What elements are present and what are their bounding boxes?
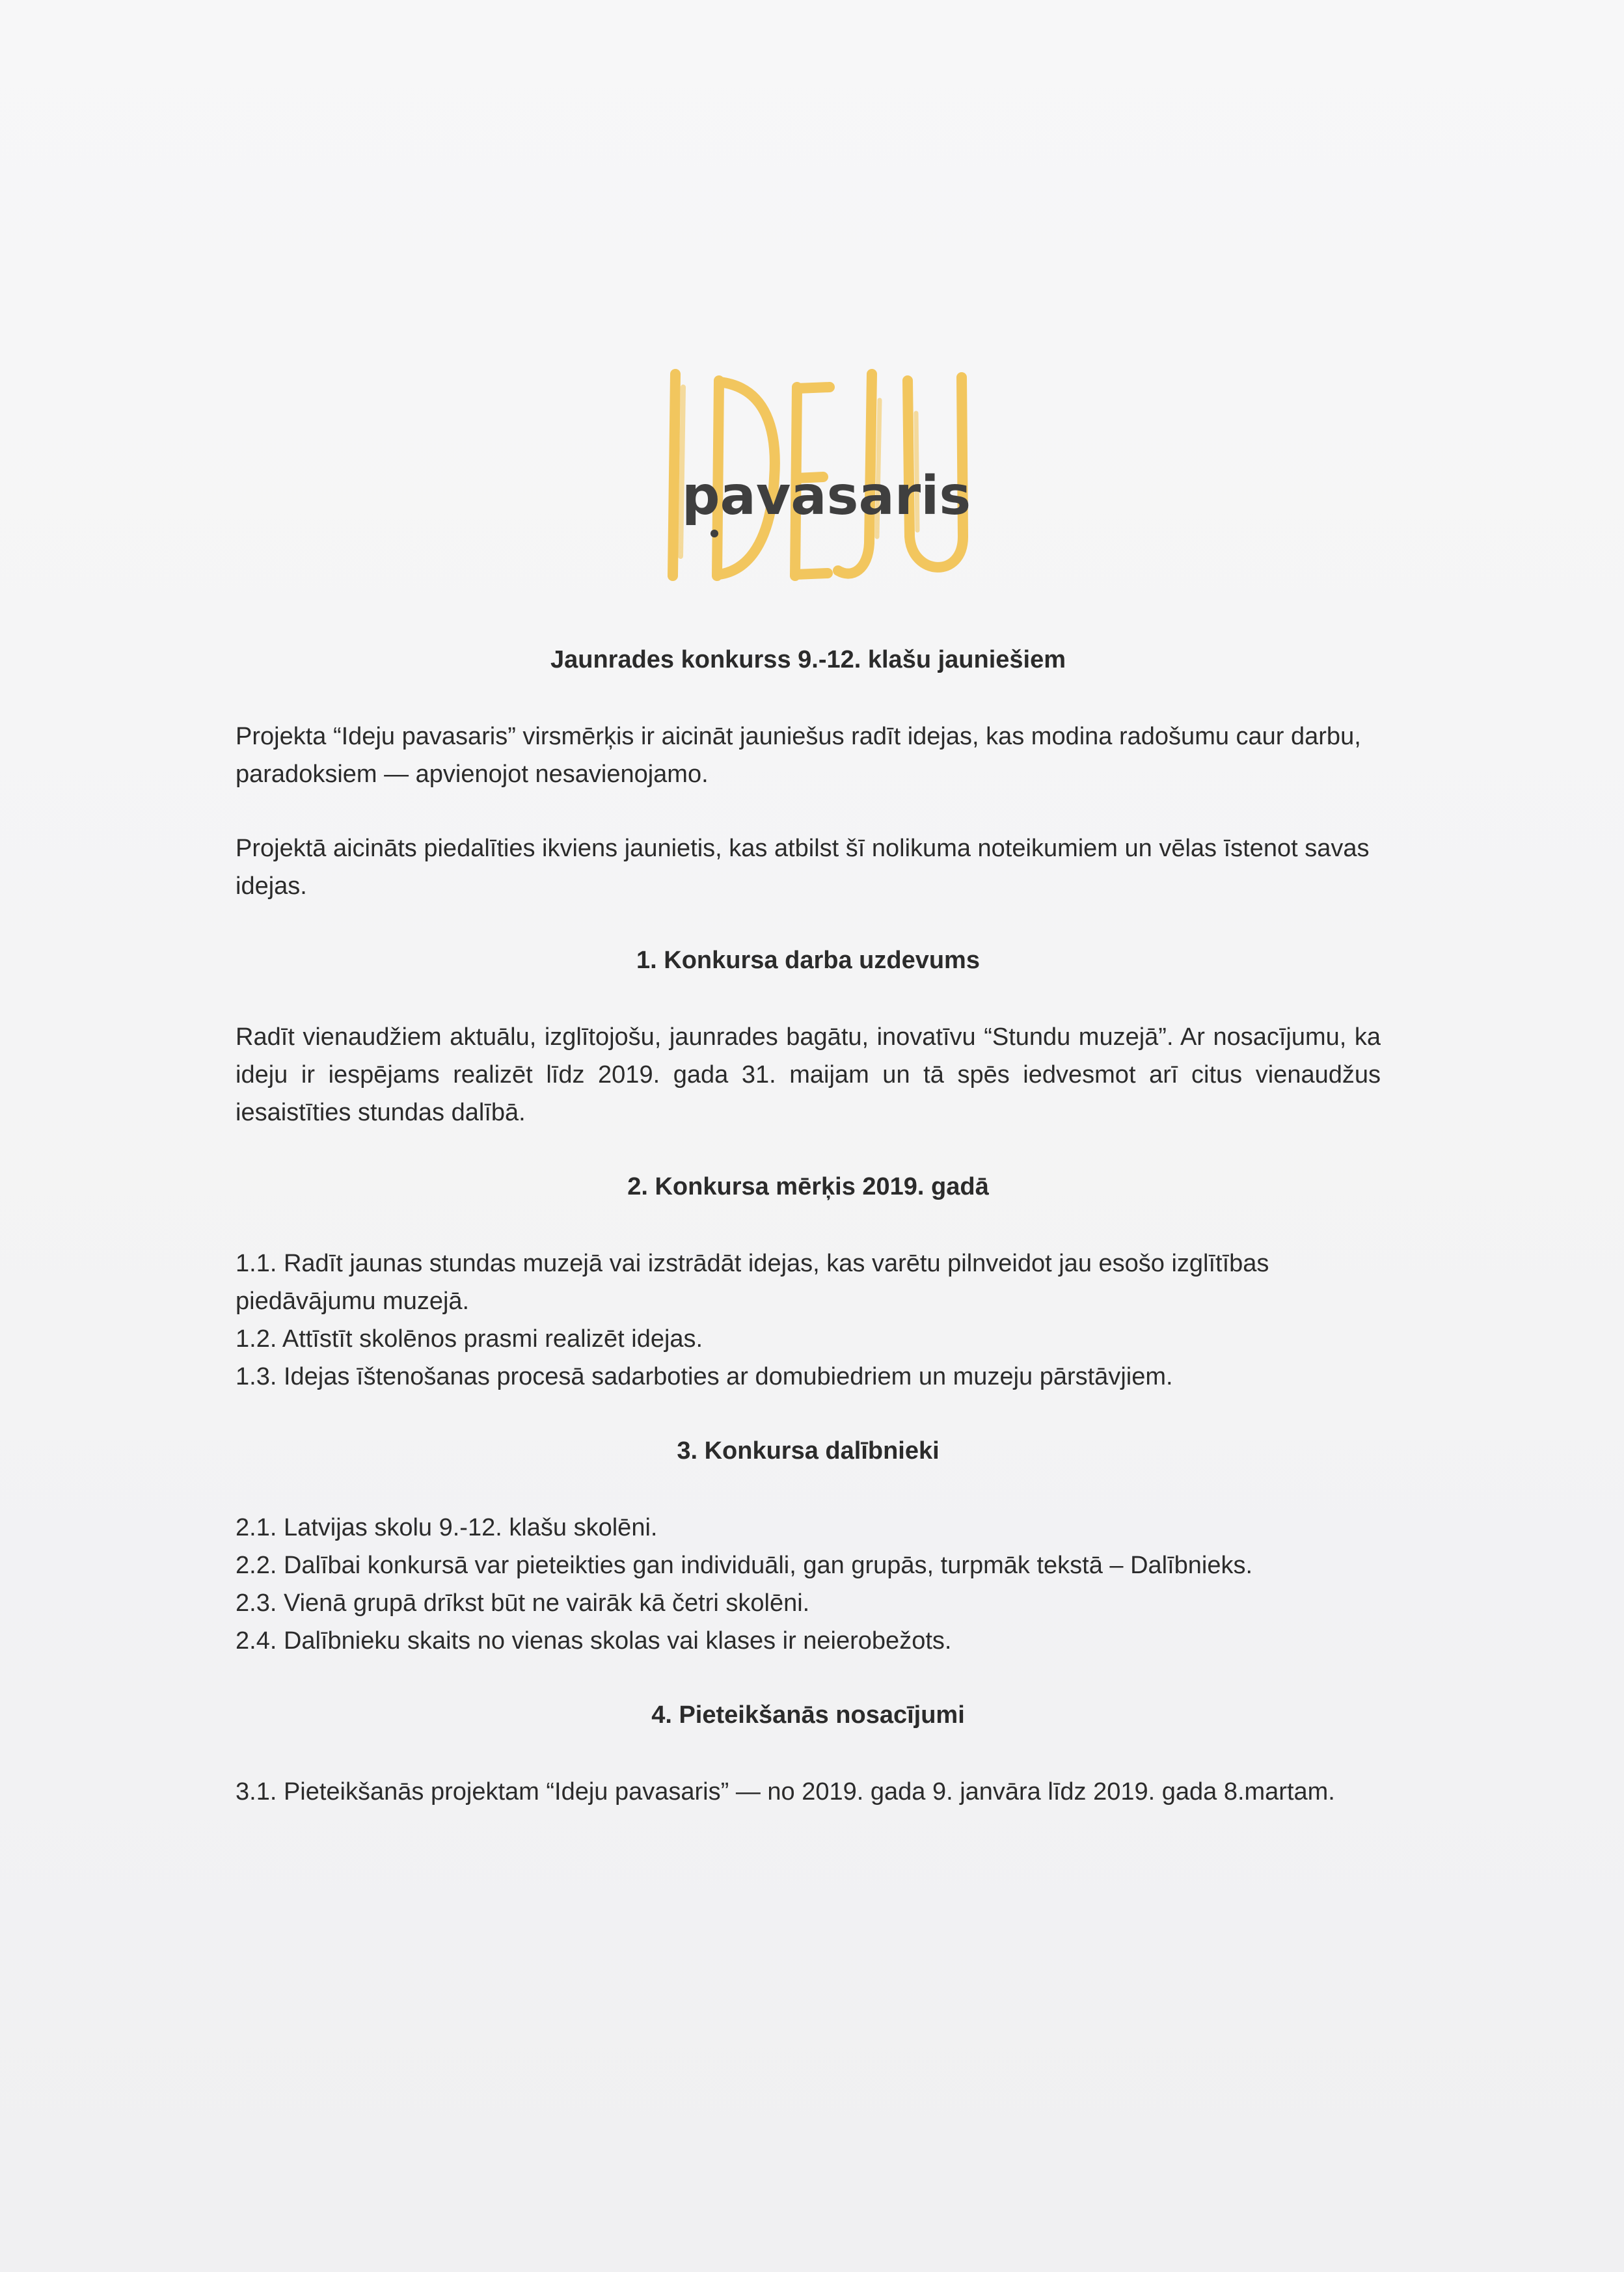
- list-item: 2.2. Dalībai konkursā var pieteikties gan individuāli, gan grupās, turpmāk tekstā – Dalībnieks.: [236, 1552, 1253, 1579]
- list-item: 1.3. Idejas īštenošanas procesā sadarboties ar domubiedriem un muzeju pārstāvjiem.: [236, 1363, 1173, 1390]
- section-heading-task: 1. Konkursa darba uzdevums: [636, 947, 980, 974]
- section-heading-participants: 3. Konkursa dalībnieki: [677, 1437, 940, 1465]
- logo-wordmark: pavasaris: [681, 465, 971, 527]
- section-heading-application: 4. Pieteikšanās nosacījumi: [651, 1701, 965, 1729]
- goal-list: [236, 1245, 1381, 1396]
- list-item: 2.3. Vienā grupā drīkst būt ne vairāk kā četri skolēni.: [236, 1589, 810, 1617]
- list-item: 2.1. Latvijas skolu 9.-12. klašu skolēni.: [236, 1514, 658, 1541]
- list-item: 1.2. Attīstīt skolēnos prasmi realizēt idejas.: [236, 1325, 703, 1353]
- document-body: [236, 641, 1381, 1811]
- intro-paragraph-2: Projektā aicināts piedalīties ikviens jaunietis, kas atbilst šī nolikuma noteikumiem un vēlas īstenot savas idejas.: [236, 835, 1370, 900]
- application-list: [236, 1773, 1381, 1811]
- list-item: 3.1. Pieteikšanās projektam “Ideju pavasaris” — no 2019. gada 9. janvāra līdz 2019. gada 8.martam.: [236, 1778, 1335, 1805]
- list-item: 1.1. Radīt jaunas stundas muzejā vai izstrādāt idejas, kas varētu pilnveidot jau esošo izglītības piedāvājumu muzejā.: [236, 1250, 1269, 1315]
- ideju-pavasaris-logo: [657, 361, 995, 589]
- intro-paragraph-1: Projekta “Ideju pavasaris” virsmērķis ir aicināt jauniešus radīt idejas, kas modina radošumu caur darbu, paradoksiem — apvienojot nesavienojamo.: [236, 723, 1361, 788]
- section-text-task: Radīt vienaudžiem aktuālu, izglītojošu, jaunrades bagātu, inovatīvu “Stundu muzejā”. Ar nosacījumu, ka ideju ir iespējams realizēt līdz 2019. gada 31. maijam un tā spēs iedvesmot arī citus vienaudžus iesaistīties stundas dalībā.: [236, 1023, 1381, 1126]
- participants-list: [236, 1509, 1381, 1660]
- document-title: Jaunrades konkurss 9.-12. klašu jauniešiem: [550, 646, 1066, 673]
- list-item: 2.4. Dalībnieku skaits no vienas skolas vai klases ir neierobežots.: [236, 1627, 952, 1655]
- logo-graphic: [657, 361, 995, 589]
- section-heading-goal: 2. Konkursa mērķis 2019. gadā: [627, 1173, 989, 1200]
